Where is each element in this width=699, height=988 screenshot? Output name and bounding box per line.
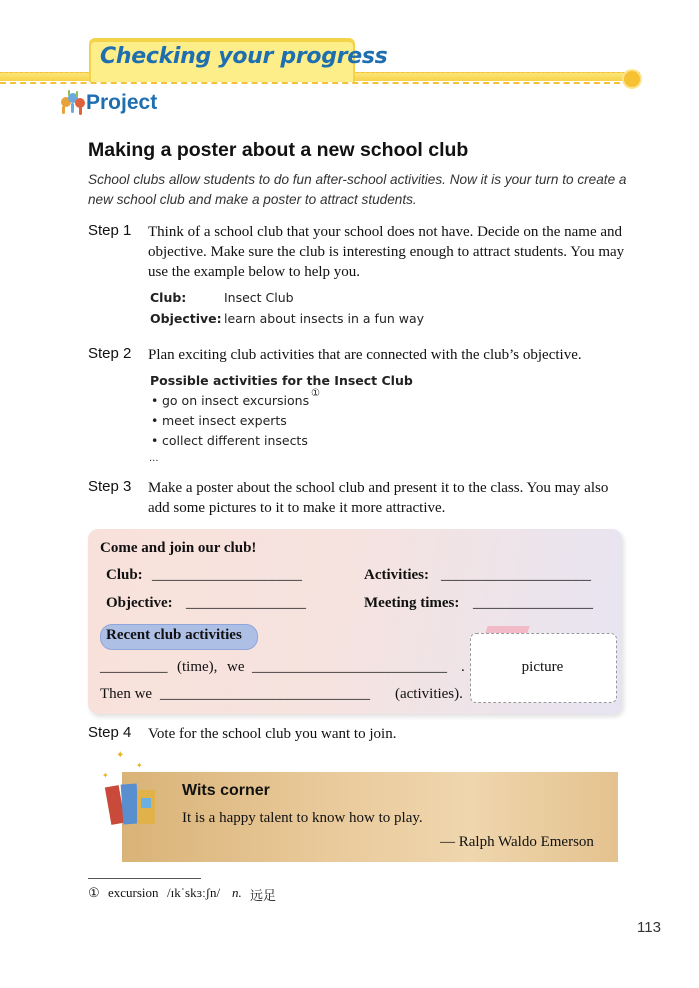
activity-item: collect different insects bbox=[162, 433, 308, 448]
activity-item: go on insect excursions bbox=[162, 393, 310, 408]
page-number: 113 bbox=[637, 919, 661, 936]
page-title: Making a poster about a new school club bbox=[88, 139, 469, 161]
books-icon bbox=[100, 748, 170, 828]
poster-club-label: Club: bbox=[106, 567, 143, 583]
svg-text:✦: ✦ bbox=[136, 761, 143, 770]
time-blank: _________ bbox=[100, 659, 168, 675]
step-2-text: Plan exciting club activities that are connected with the club’s objective. bbox=[148, 347, 582, 363]
wits-author: — Ralph Waldo Emerson bbox=[440, 834, 594, 850]
svg-text:✦: ✦ bbox=[116, 750, 125, 761]
picture-label: picture bbox=[521, 659, 564, 675]
list-bullet: • bbox=[151, 433, 159, 448]
poster-meeting-label: Meeting times: bbox=[364, 595, 460, 611]
footnote-ref: ① bbox=[311, 388, 320, 399]
then-we-blank: ____________________________ bbox=[160, 686, 370, 702]
example-club-label: Club: bbox=[150, 290, 187, 305]
section-title: Project bbox=[86, 91, 158, 114]
time-label: (time), bbox=[177, 659, 218, 675]
period-mark: . bbox=[461, 659, 465, 675]
step-1-text: Think of a school club that your school does not have. Decide on the name and objective. Make sure the club is interesting enough to attract students. You may use the example below to help you. bbox=[148, 224, 625, 280]
step-1-label: Step 1 bbox=[88, 222, 132, 239]
poster-activities-blank: ____________________ bbox=[441, 567, 591, 583]
svg-text:✦: ✦ bbox=[102, 771, 109, 780]
activities-ellipsis: ... bbox=[149, 453, 159, 464]
example-club-value: Insect Club bbox=[224, 290, 294, 305]
activities-suffix: (activities). bbox=[395, 686, 463, 702]
step-4-label: Step 4 bbox=[88, 724, 132, 741]
poster-meeting-blank: ________________ bbox=[473, 595, 593, 611]
wits-quote: It is a happy talent to know how to play. bbox=[182, 810, 423, 826]
poster-club-blank: ____________________ bbox=[152, 567, 302, 583]
footnote-divider bbox=[88, 878, 201, 879]
step-2-label: Step 2 bbox=[88, 345, 132, 362]
step-4-text: Vote for the school club you want to join. bbox=[148, 726, 397, 742]
step-3-text: Make a poster about the school club and present it to the class. You may also add some pictures to it to make it more attractive. bbox=[148, 480, 609, 516]
then-we-label: Then we bbox=[100, 686, 153, 702]
poster-heading: Come and join our club! bbox=[100, 540, 257, 556]
recent-activities-label: Recent club activities bbox=[106, 627, 242, 643]
footnote-word: excursion bbox=[108, 885, 159, 900]
example-objective-value: learn about insects in a fun way bbox=[224, 311, 425, 326]
poster-activities-label: Activities: bbox=[364, 567, 429, 583]
progress-title: Checking your progress bbox=[100, 44, 388, 69]
poster-objective-blank: ________________ bbox=[186, 595, 306, 611]
we-blank: __________________________ bbox=[252, 659, 447, 675]
footnote-phonetic: /ɪkˈskɜːʃn/ bbox=[167, 885, 221, 900]
list-bullet: • bbox=[151, 413, 159, 428]
we-label: we bbox=[227, 659, 245, 675]
footnote-pos: n. bbox=[232, 885, 242, 900]
footnote-meaning: 远足 bbox=[250, 889, 277, 904]
header-band-dot bbox=[624, 71, 640, 87]
intro-text: School clubs allow students to do fun after-school activities. Now it is your turn to create a new school club and make a poster to attract students. bbox=[88, 172, 627, 207]
poster-objective-label: Objective: bbox=[106, 595, 173, 611]
footnote-mark: ① bbox=[88, 885, 100, 900]
step-3-label: Step 3 bbox=[88, 478, 132, 495]
example-objective-label: Objective: bbox=[150, 311, 222, 326]
activity-item: meet insect experts bbox=[162, 413, 287, 428]
activities-heading: Possible activities for the Insect Club bbox=[150, 373, 413, 388]
hand-icon bbox=[58, 88, 88, 116]
list-bullet: • bbox=[151, 393, 159, 408]
wits-corner-title: Wits corner bbox=[182, 782, 270, 799]
header-band-dash bbox=[0, 82, 620, 84]
